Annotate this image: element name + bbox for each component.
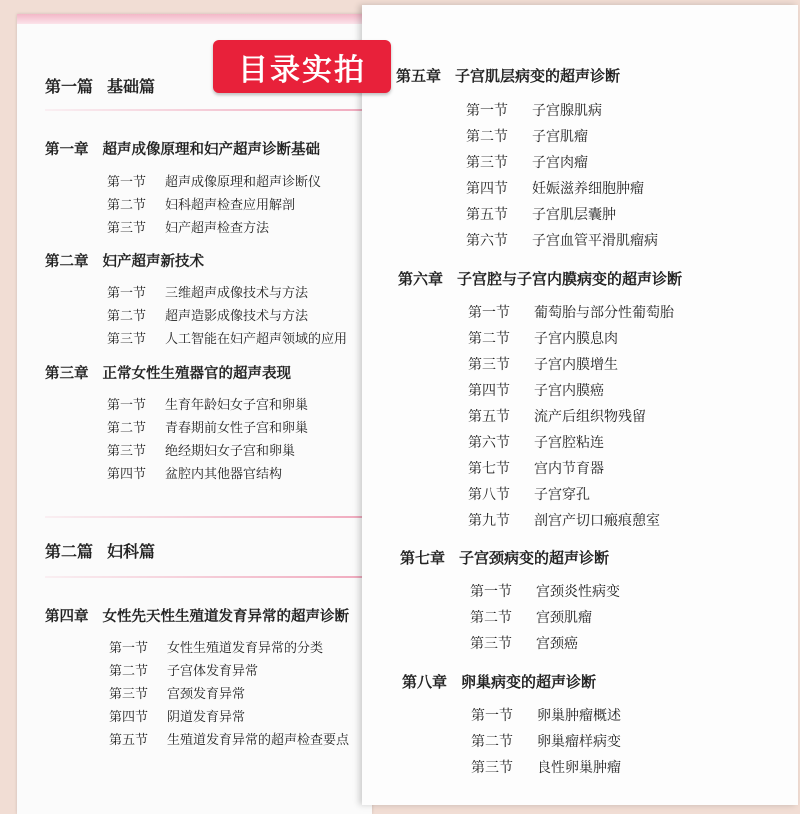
chapter-title: 妇产超声新技术 [102, 254, 204, 270]
part-divider [45, 576, 372, 578]
section-number: 第一节 [109, 641, 149, 656]
toc-chapter[interactable] [45, 250, 204, 271]
section-title: 妊娠滋养细胞肿瘤 [532, 181, 644, 197]
toc-section[interactable] [107, 282, 308, 301]
section-title: 宫颈癌 [536, 636, 578, 652]
part-title: 妇科篇 [107, 542, 156, 561]
toc-section[interactable] [466, 152, 588, 172]
toc-section[interactable] [470, 633, 578, 653]
toc-section[interactable] [107, 417, 308, 436]
toc-chapter[interactable] [45, 605, 349, 626]
toc-section[interactable] [466, 204, 616, 224]
section-title: 葡萄胎与部分性葡萄胎 [534, 305, 674, 321]
chapter-number: 第二章 [45, 254, 89, 270]
section-title: 子宫穿孔 [534, 487, 590, 503]
chapter-number: 第五章 [396, 67, 442, 85]
section-title: 人工智能在妇产超声领域的应用 [165, 332, 348, 347]
section-title: 生殖道发育异常的超声检查要点 [167, 733, 350, 748]
section-title: 超声造影成像技术与方法 [165, 309, 309, 324]
section-number: 第三节 [471, 760, 513, 776]
toc-section[interactable] [466, 230, 658, 250]
section-number: 第三节 [107, 221, 147, 236]
part-heading [45, 539, 155, 562]
section-title: 卵巢肿瘤概述 [537, 708, 621, 724]
toc-section[interactable] [107, 217, 269, 236]
section-number: 第四节 [466, 181, 508, 197]
section-title: 子宫内膜癌 [534, 383, 604, 399]
toc-section[interactable] [471, 731, 621, 751]
section-title: 子宫内膜息肉 [534, 331, 618, 347]
section-number: 第四节 [468, 383, 510, 399]
section-number: 第一节 [470, 584, 512, 600]
section-number: 第一节 [107, 286, 147, 301]
section-number: 第一节 [466, 103, 508, 119]
toc-section[interactable] [470, 607, 592, 627]
section-number: 第五节 [466, 207, 508, 223]
section-number: 第二节 [468, 331, 510, 347]
section-number: 第一节 [471, 708, 513, 724]
section-title: 青春期前女性子宫和卵巢 [165, 421, 309, 436]
part-divider [45, 516, 372, 518]
chapter-title: 子宫颈病变的超声诊断 [459, 549, 610, 567]
toc-section[interactable] [468, 302, 674, 322]
right-page [362, 5, 798, 805]
chapter-number: 第一章 [45, 142, 89, 158]
chapter-title: 子宫肌层病变的超声诊断 [455, 67, 621, 85]
section-number: 第三节 [470, 636, 512, 652]
section-number: 第一节 [468, 305, 510, 321]
section-title: 子宫肉瘤 [532, 155, 588, 171]
section-number: 第九节 [468, 513, 510, 529]
part-number: 第二篇 [45, 542, 94, 561]
section-title: 子宫体发育异常 [167, 664, 259, 679]
toc-section[interactable] [107, 394, 308, 413]
toc-section[interactable] [109, 683, 245, 702]
toc-section[interactable] [470, 581, 620, 601]
toc-chapter[interactable] [45, 138, 320, 159]
section-title: 宫颈肌瘤 [536, 610, 592, 626]
chapter-title: 超声成像原理和妇产超声诊断基础 [102, 142, 320, 158]
part-title: 基础篇 [107, 77, 156, 96]
section-number: 第七节 [468, 461, 510, 477]
chapter-title: 女性先天性生殖道发育异常的超声诊断 [102, 609, 349, 625]
chapter-title: 卵巢病变的超声诊断 [461, 673, 597, 691]
section-number: 第三节 [468, 357, 510, 373]
chapter-number: 第七章 [400, 549, 446, 567]
section-number: 第三节 [107, 332, 147, 347]
section-number: 第五节 [109, 733, 149, 748]
toc-section[interactable] [468, 354, 618, 374]
section-title: 宫颈发育异常 [167, 687, 246, 702]
section-title: 超声成像原理和超声诊断仪 [165, 175, 322, 190]
toc-section[interactable] [107, 440, 295, 459]
pink-header-strip [17, 14, 372, 24]
chapter-number: 第八章 [402, 673, 448, 691]
section-title: 生育年龄妇女子宫和卵巢 [165, 398, 309, 413]
toc-section[interactable] [466, 126, 588, 146]
toc-section[interactable] [468, 458, 604, 478]
section-title: 卵巢瘤样病变 [537, 734, 621, 750]
section-number: 第六节 [468, 435, 510, 451]
section-title: 子宫腺肌病 [532, 103, 602, 119]
section-number: 第二节 [470, 610, 512, 626]
section-title: 盆腔内其他器官结构 [165, 467, 283, 482]
toc-section[interactable] [468, 484, 590, 504]
section-number: 第三节 [466, 155, 508, 171]
toc-section[interactable] [471, 705, 621, 725]
section-number: 第二节 [107, 421, 147, 436]
toc-section[interactable] [109, 706, 245, 725]
section-title: 绝经期妇女子宫和卵巢 [165, 444, 296, 459]
chapter-title: 正常女性生殖器官的超声表现 [102, 366, 291, 382]
toc-section[interactable] [109, 637, 323, 656]
toc-section[interactable] [471, 757, 621, 777]
section-number: 第八节 [468, 487, 510, 503]
chapter-number: 第四章 [45, 609, 89, 625]
toc-section[interactable] [107, 305, 308, 324]
toc-section[interactable] [466, 100, 602, 120]
section-title: 女性生殖道发育异常的分类 [167, 641, 324, 656]
section-title: 子宫内膜增生 [534, 357, 618, 373]
chapter-number: 第六章 [398, 270, 444, 288]
toc-section[interactable] [107, 171, 321, 190]
section-title: 妇产超声检查方法 [165, 221, 270, 236]
section-title: 宫颈炎性病变 [536, 584, 620, 600]
toc-section[interactable] [107, 328, 347, 347]
toc-chapter[interactable] [400, 547, 609, 568]
section-title: 子宫腔粘连 [534, 435, 604, 451]
section-title: 妇科超声检查应用解剖 [165, 198, 296, 213]
section-title: 子宫肌瘤 [532, 129, 588, 145]
section-title: 流产后组织物残留 [534, 409, 646, 425]
section-title: 子宫肌层囊肿 [532, 207, 616, 223]
section-title: 宫内节育器 [534, 461, 604, 477]
toc-section[interactable] [109, 729, 349, 748]
section-number: 第二节 [109, 664, 149, 679]
section-title: 子宫血管平滑肌瘤病 [532, 233, 658, 249]
toc-section[interactable] [468, 328, 618, 348]
chapter-number: 第三章 [45, 366, 89, 382]
toc-chapter[interactable] [45, 362, 291, 383]
section-number: 第四节 [107, 467, 147, 482]
contents-photo-badge: 目录实拍 [213, 40, 391, 93]
section-number: 第一节 [107, 175, 147, 190]
section-number: 第四节 [109, 710, 149, 725]
toc-section[interactable] [468, 380, 604, 400]
toc-section[interactable] [107, 194, 295, 213]
toc-section[interactable] [107, 463, 282, 482]
left-page [17, 14, 372, 814]
section-number: 第五节 [468, 409, 510, 425]
part-heading [45, 74, 155, 97]
section-title: 剖宫产切口瘢痕憩室 [534, 513, 660, 529]
section-title: 三维超声成像技术与方法 [165, 286, 309, 301]
part-number: 第一篇 [45, 77, 94, 96]
section-number: 第三节 [109, 687, 149, 702]
toc-section[interactable] [468, 406, 646, 426]
section-number: 第三节 [107, 444, 147, 459]
toc-chapter[interactable] [398, 268, 682, 289]
part-divider [45, 109, 372, 111]
section-title: 良性卵巢肿瘤 [537, 760, 621, 776]
section-number: 第二节 [471, 734, 513, 750]
section-number: 第六节 [466, 233, 508, 249]
section-number: 第一节 [107, 398, 147, 413]
toc-section[interactable] [109, 660, 258, 679]
toc-section[interactable] [466, 178, 644, 198]
chapter-title: 子宫腔与子宫内膜病变的超声诊断 [457, 270, 683, 288]
section-number: 第二节 [107, 198, 147, 213]
toc-chapter[interactable] [402, 671, 596, 692]
toc-section[interactable] [468, 510, 660, 530]
toc-chapter[interactable] [396, 65, 620, 86]
section-title: 阴道发育异常 [167, 710, 246, 725]
toc-section[interactable] [468, 432, 604, 452]
section-number: 第二节 [107, 309, 147, 324]
section-number: 第二节 [466, 129, 508, 145]
